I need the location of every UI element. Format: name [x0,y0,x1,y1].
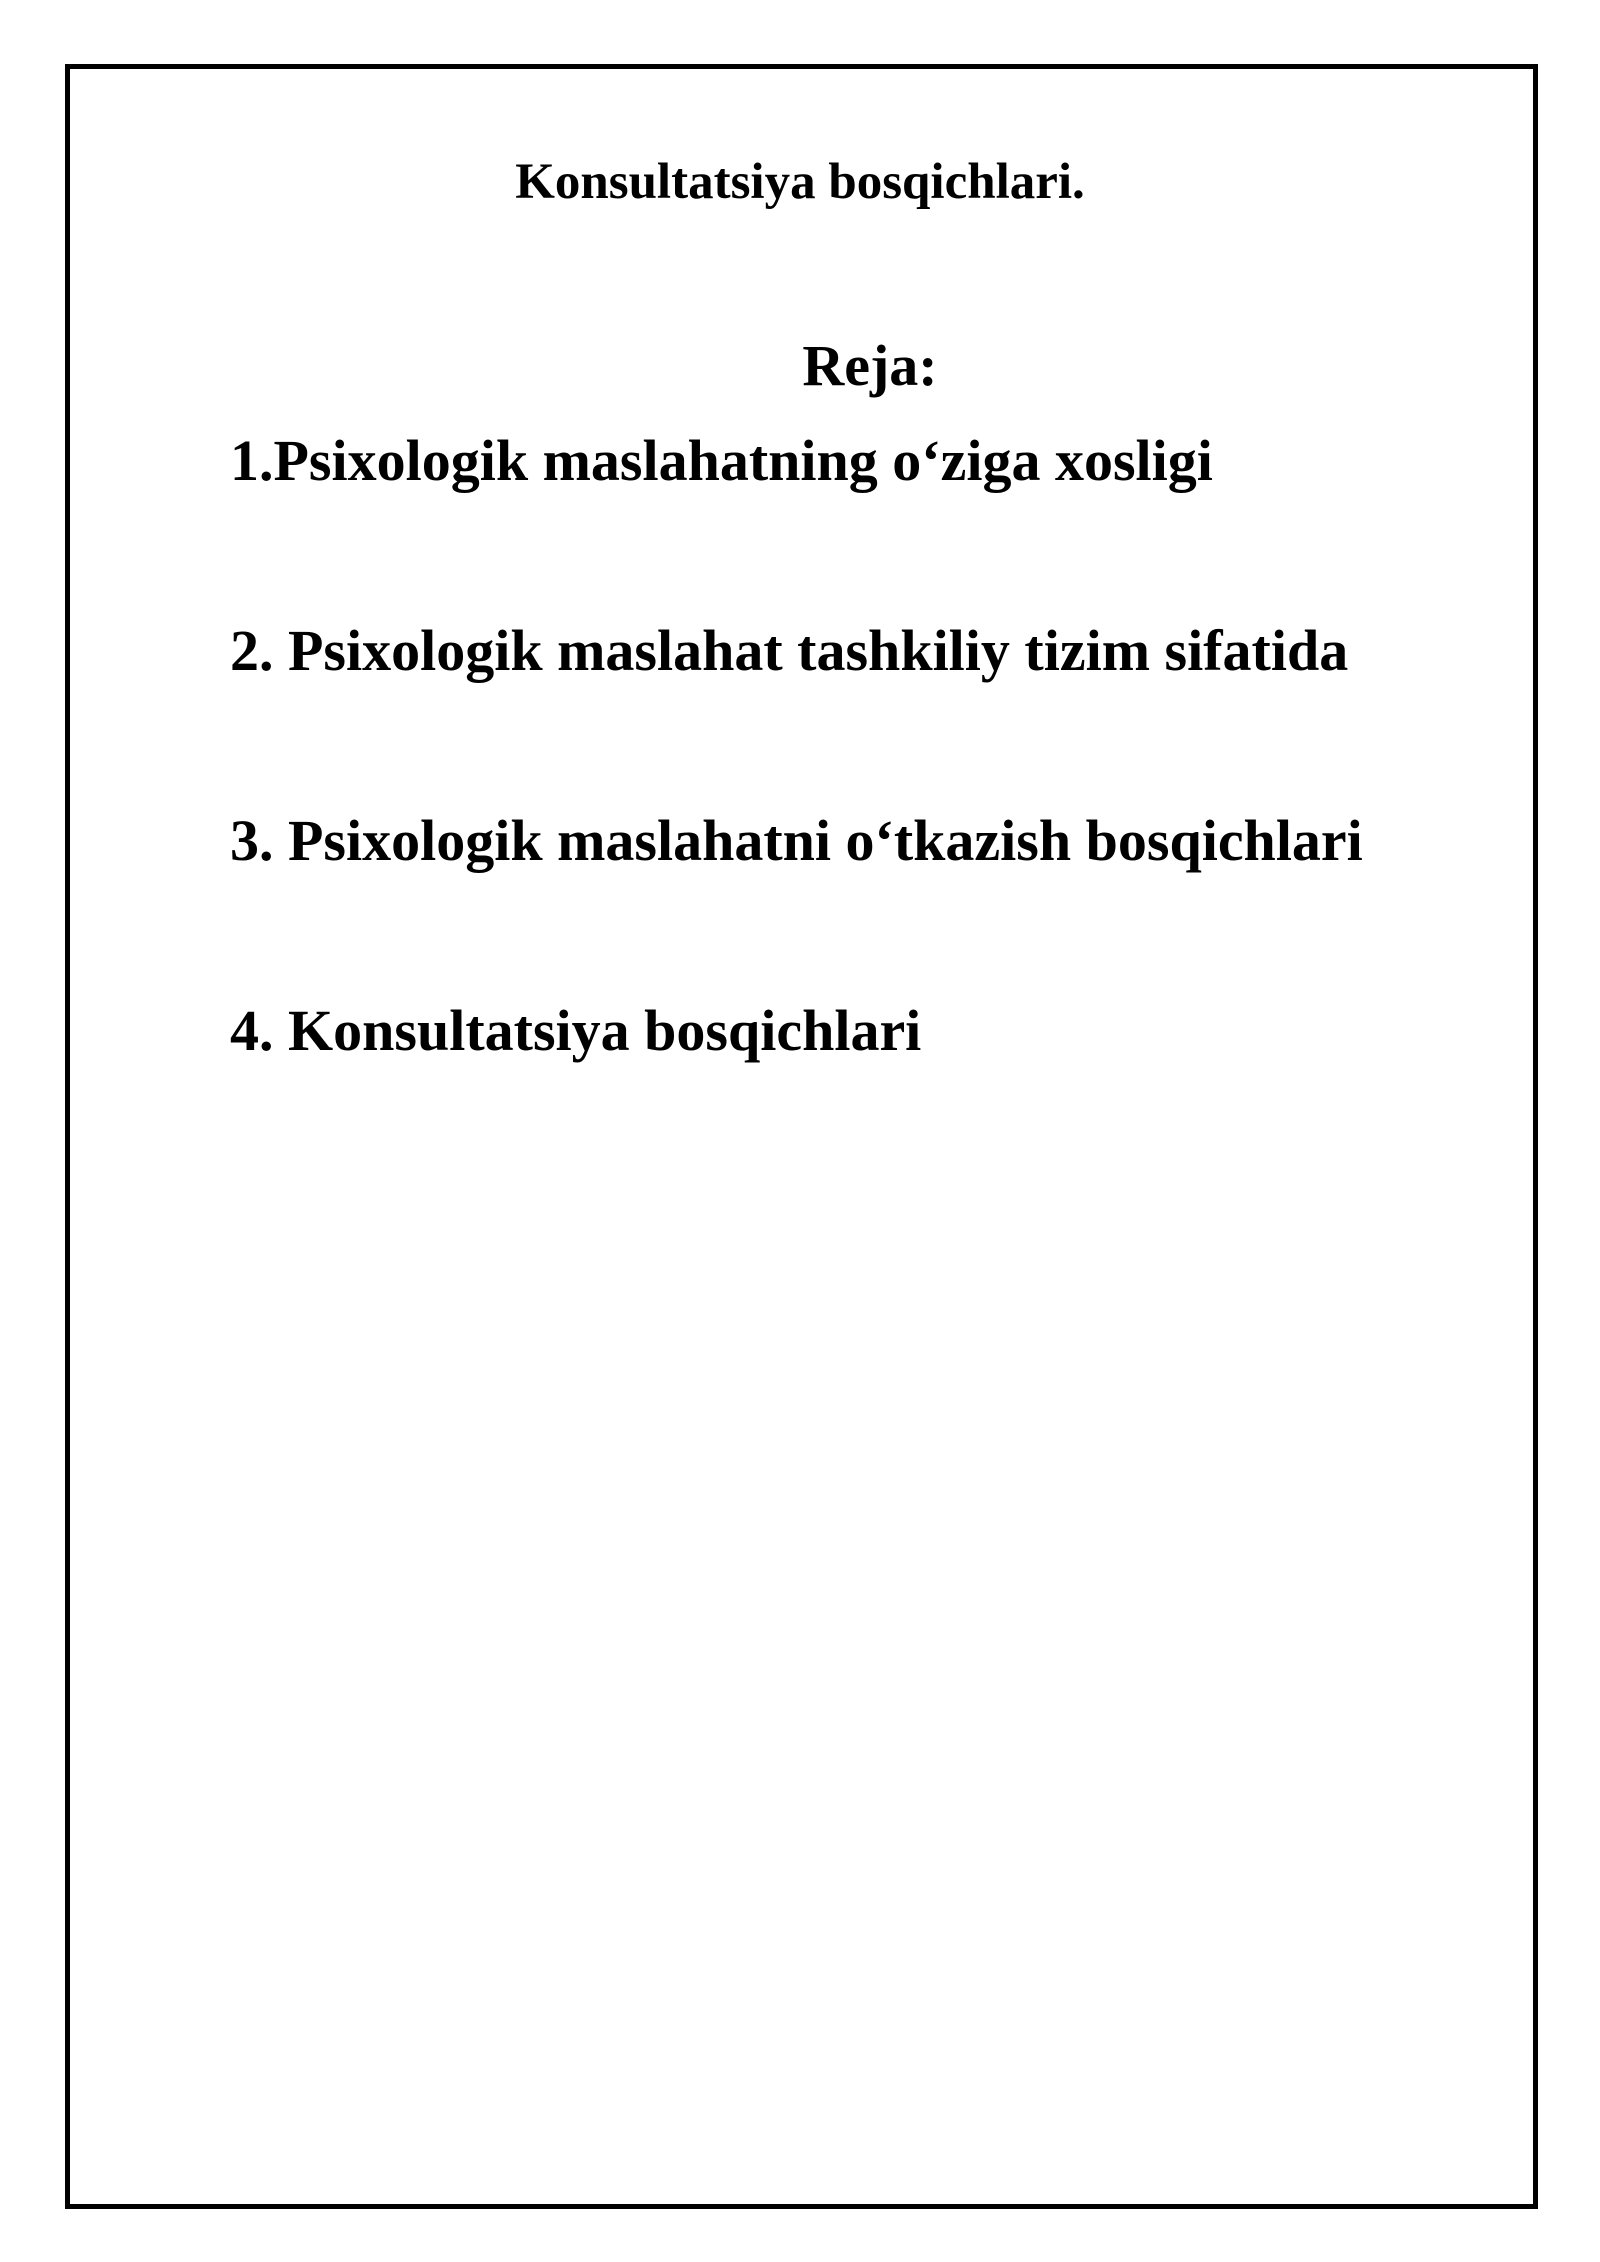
plan-heading: Reja: [802,333,938,398]
plan-item: 3. Psixologik maslahatni o‘tkazish bosqichlari [230,808,1363,873]
document-title: Konsultatsiya bosqichlari. [515,154,1085,210]
plan-item: 4. Konsultatsiya bosqichlari [230,998,922,1063]
plan-item: 1.Psixologik maslahatning o‘ziga xosligi [230,428,1213,493]
plan-item: 2. Psixologik maslahat tashkiliy tizim sifatida [230,618,1349,683]
